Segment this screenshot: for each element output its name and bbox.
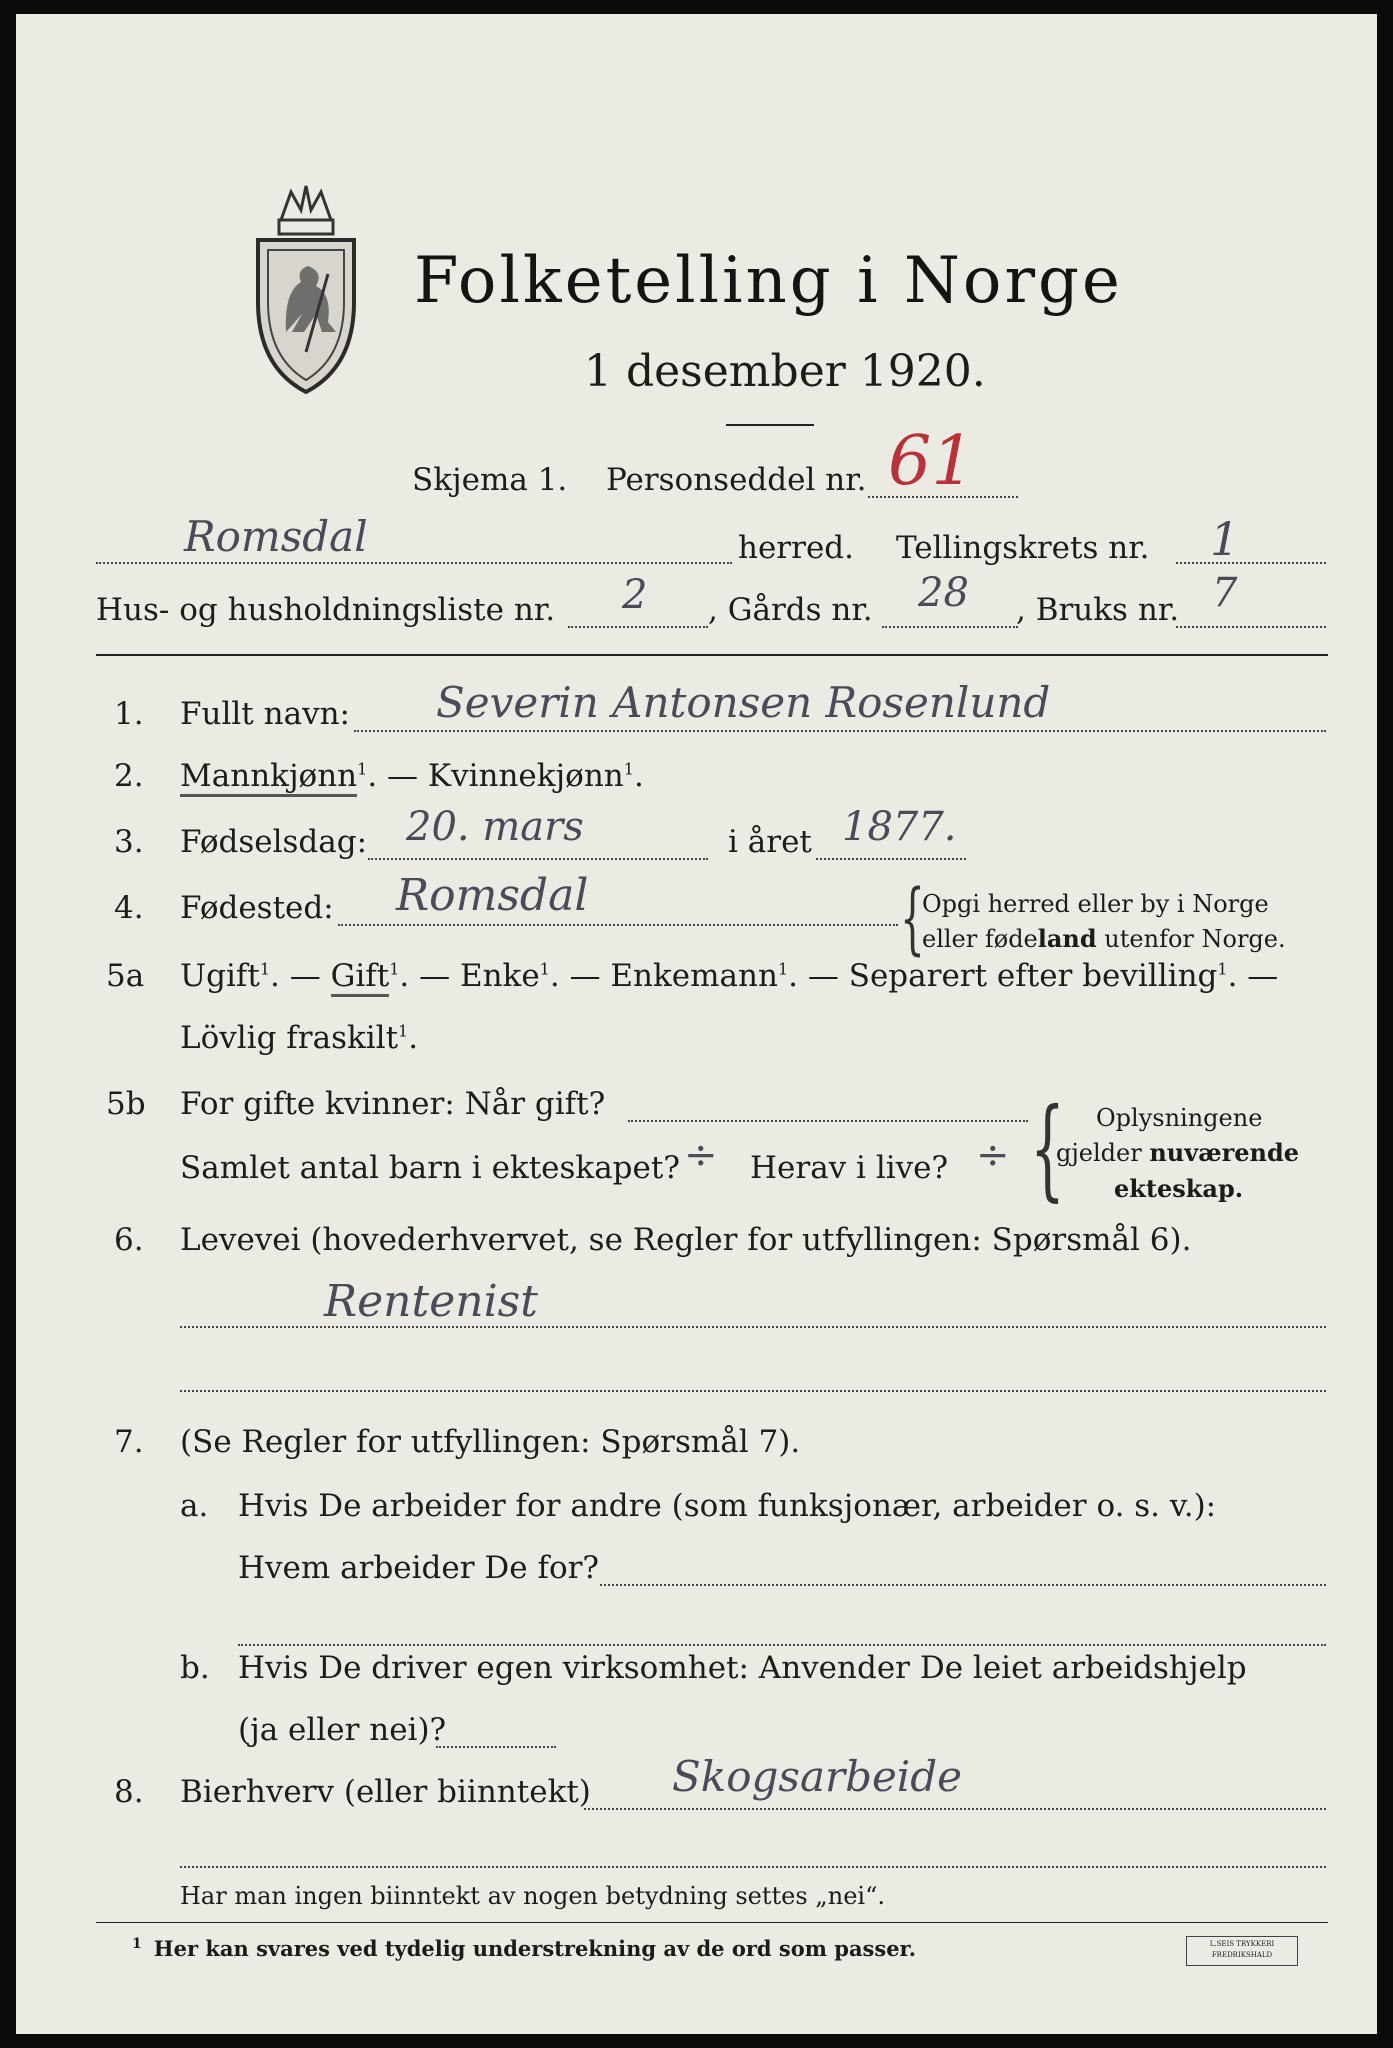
gift-option: Gift [331,958,390,997]
year-line [816,858,966,860]
section-divider [96,654,1328,656]
marital-status-options: Ugift$^1$. — Gift$^1$. — Enke$^1$. — Enkemann$^1$. — Separert efter bevilling$^1$. — [180,958,1278,994]
full-name-value: Severin Antonsen Rosenlund [436,678,1051,727]
herred-value: Romsdal [184,512,368,561]
q5b-note-1: Oplysningene [1096,1104,1263,1132]
gender-options [180,758,644,794]
brace: { [1030,1084,1065,1212]
q6-label: Levevei (hovederhvervet, se Regler for utfyllingen: Spørsmål 6). [180,1222,1192,1258]
norwegian-coat-of-arms-icon [246,182,366,397]
q5b-number: 5b [106,1086,146,1122]
q5b-line1-fill [628,1120,1028,1122]
q7a-line1: Hvis De arbeider for andre (som funksjonær, arbeider o. s. v.): [238,1488,1217,1524]
q7a-line2: Hvem arbeider De for? [238,1550,600,1586]
secondary-occupation-value: Skogsarbeide [672,1752,962,1801]
birthplace-note-1: Opgi herred eller by i Norge [922,890,1269,918]
brace: { [900,874,925,964]
q6-number: 6. [114,1222,144,1258]
bruks-line [1176,626,1326,628]
q1-label: Fullt navn: [180,696,350,732]
personseddel-label: Personseddel nr. [606,462,867,498]
personseddel-value: 61 [888,422,975,501]
birthdate-value: 20. mars [406,804,584,850]
herred-label: herred. [738,530,854,566]
q3-line [368,858,708,860]
q6-line1 [180,1326,1326,1328]
tellingskrets-value: 1 [1210,512,1240,566]
q5b-note-3: ekteskap. [1114,1174,1244,1203]
tellingskrets-line [1176,562,1326,564]
q7b-fill [436,1746,556,1748]
footnote-marker: 1 [623,759,634,779]
fraskilt-option: Lövlig fraskilt$^1$. [180,1020,419,1056]
q5b-children-label: Samlet antal barn i ekteskapet? [180,1150,680,1186]
q5a-number: 5a [106,958,145,994]
occupation-value: Rentenist [324,1276,538,1327]
census-date: 1 desember 1920. [584,346,986,397]
footnote: $^1$ Her kan svares ved tydelig understrekning av de ord som passer. [132,1936,917,1961]
q8-line-2 [180,1866,1326,1868]
separator: . [633,758,644,794]
bruks-value: 7 [1212,570,1238,616]
separator: . — [367,758,428,794]
q5b-note-2: gjelder nuværende [1056,1138,1300,1167]
q8-label: Bierhverv (eller biinntekt) [180,1774,591,1810]
q7b-number: b. [180,1650,210,1686]
birthplace-note-2: eller fødeland utenfor Norge. [922,924,1286,953]
q7b-line1: Hvis De driver egen virksomhet: Anvender De leiet arbeidshjelp [238,1650,1247,1686]
q7a-fill-2 [238,1644,1326,1646]
q3-number: 3. [114,824,144,860]
children-alive-value: ÷ [976,1132,1010,1178]
husliste-line [568,626,708,628]
title-divider [726,424,814,426]
q3-label: Fødselsdag: [180,824,368,860]
husliste-value: 2 [622,572,648,618]
children-total-value: ÷ [684,1132,718,1178]
q8-line [584,1808,1326,1810]
q1-number: 1. [114,696,144,732]
year-label: i året [728,824,812,860]
q1-line [354,730,1326,732]
footnote-divider [96,1922,1328,1923]
form-title: Folketelling i Norge [414,244,1123,318]
tellingskrets-label: Tellingskrets nr. [896,530,1150,566]
q7-label: (Se Regler for utfyllingen: Spørsmål 7). [180,1424,801,1460]
q4-label: Fødested: [180,890,334,926]
female-option: Kvinnekjønn [427,758,624,794]
schema-label: Skjema 1. [412,462,568,498]
birthyear-value: 1877. [842,804,957,850]
q5b-alive-label: Herav i live? [750,1150,949,1186]
q7-number: 7. [114,1424,144,1460]
bruks-label: , Bruks nr. [1016,592,1180,628]
printer-mark: L.SEIS TRYKKERI FREDRIKSHALD [1186,1936,1298,1966]
q5b-line1: For gifte kvinner: Når gift? [180,1086,606,1122]
footnote-marker: 1 [357,759,368,779]
q4-line [338,924,898,926]
footer-note: Har man ingen biinntekt av nogen betydning settes „nei“. [180,1882,885,1910]
q7a-fill [600,1584,1326,1586]
q7b-line2: (ja eller nei)? [238,1712,447,1748]
herred-line [96,562,732,564]
q6-line2 [180,1390,1326,1392]
q4-number: 4. [114,890,144,926]
birthplace-value: Romsdal [396,870,589,921]
husliste-label: Hus- og husholdningsliste nr. [96,592,556,628]
gards-label: , Gårds nr. [708,592,873,628]
gards-value: 28 [918,570,969,616]
male-option: Mannkjønn [180,758,357,797]
gards-line [882,626,1018,628]
q7a-number: a. [180,1488,209,1524]
census-form-page [16,14,1377,2034]
q2-number: 2. [114,758,144,794]
q8-number: 8. [114,1774,144,1810]
